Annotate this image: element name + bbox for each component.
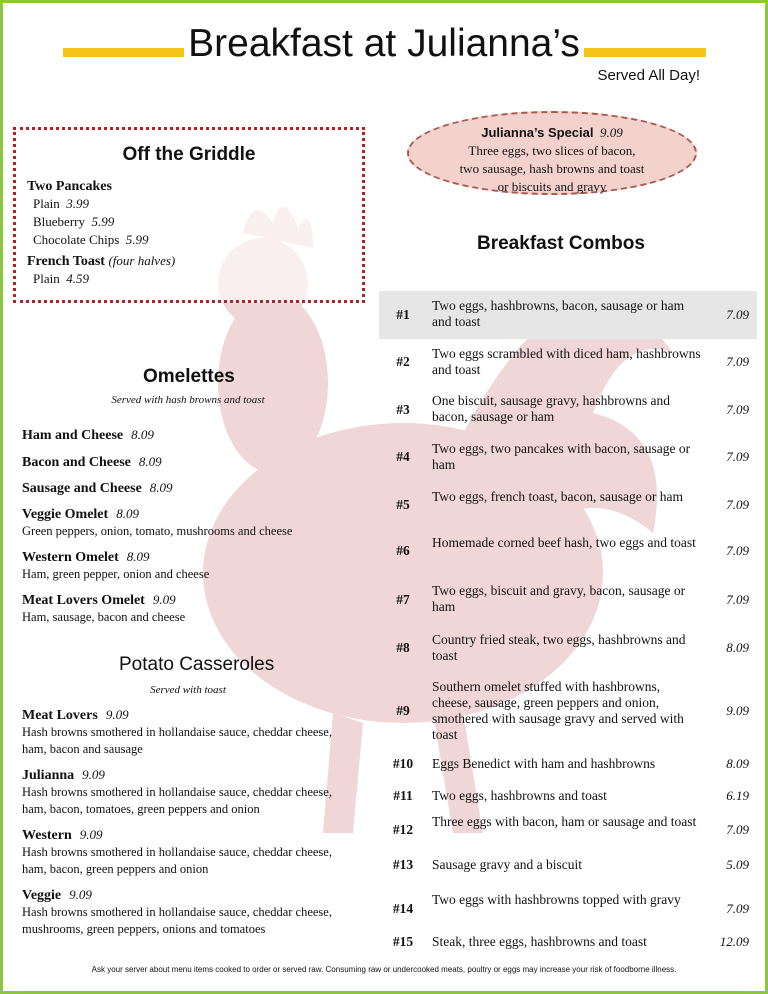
combo-row: #14 Two eggs with hashbrowns topped with gravy 7.09 — [392, 892, 749, 916]
omelettes-sub: Served with hash browns and toast — [111, 394, 265, 406]
combos-heading: Breakfast Combos — [477, 233, 645, 254]
casserole-item: Western 9.09 Hash browns smothered in hollandaise sauce, cheddar cheese, ham, bacon, green peppers and onion — [22, 827, 332, 876]
omelettes-heading: Omelettes — [143, 366, 235, 387]
casserole-item: Veggie 9.09 Hash browns smothered in hollandaise sauce, cheddar cheese, mushrooms, green peppers, onions and tomatoes — [22, 887, 332, 936]
special-line: Three eggs, two slices of bacon, — [468, 143, 636, 158]
combo-row: #12 Three eggs with bacon, ham or sausage and toast 7.09 — [392, 814, 749, 837]
combo-row: #2 Two eggs scrambled with diced ham, hashbrowns and toast 7.09 — [396, 346, 749, 377]
combo-row: #4 Two eggs, two pancakes with bacon, sausage or ham 7.09 — [396, 441, 749, 472]
casserole-item: Julianna 9.09 Hash browns smothered in hollandaise sauce, cheddar cheese, ham, bacon, tomatoes, green peppers and onion — [22, 767, 332, 816]
combo-row: #3 One biscuit, sausage gravy, hashbrowns and bacon, sausage or ham 7.09 — [396, 393, 749, 424]
casseroles-heading: Potato Casseroles — [119, 654, 275, 675]
omelette-item: Ham and Cheese 8.09 — [22, 427, 154, 443]
combo-row: #5 Two eggs, french toast, bacon, sausage or ham 7.09 — [396, 489, 749, 512]
omelette-item: Bacon and Cheese 8.09 — [22, 454, 162, 470]
griddle-group-title: French Toast (four halves) — [27, 253, 176, 269]
combo-row: #15 Steak, three eggs, hashbrowns and toast 12.09 — [392, 934, 749, 949]
omelette-item: Sausage and Cheese 8.09 — [22, 480, 173, 496]
casseroles-sub: Served with toast — [150, 684, 226, 696]
special-price: 9.09 — [599, 125, 623, 140]
omelette-item: Meat Lovers Omelet 9.09 Ham, sausage, bacon and cheese — [22, 592, 186, 624]
griddle-item: Plain 3.99 — [33, 196, 89, 211]
combo-row: #9 Southern omelet stuffed with hashbrowns, cheese, sausage, green peppers and onion, smothered with sausage gravy and served with toast 9.09 — [396, 679, 749, 742]
combo-row: #1 Two eggs, hashbrowns, bacon, sausage or ham and toast 7.09 — [379, 291, 757, 339]
special-line: two sausage, hash browns and toast — [459, 161, 645, 176]
served-all-day: Served All Day! — [597, 67, 700, 84]
special-line: or biscuits and gravy — [497, 179, 607, 194]
griddle-box — [13, 127, 365, 303]
griddle-group — [27, 179, 362, 249]
footer-disclaimer: Ask your server about menu items cooked to order or served raw. Consuming raw or undercooked meats, poultry or eggs may increase your risk of foodborne illness. — [91, 965, 677, 974]
julianna-special — [407, 111, 697, 195]
omelette-item: Western Omelet 8.09 Ham, green pepper, onion and cheese — [22, 549, 210, 581]
griddle-item: Chocolate Chips 5.99 — [33, 232, 149, 247]
combo-row: #7 Two eggs, biscuit and gravy, bacon, sausage or ham 7.09 — [396, 583, 749, 614]
griddle-item: Blueberry 5.99 — [33, 214, 115, 229]
griddle-group — [27, 253, 362, 288]
page-title: Breakfast at Julianna’s — [3, 19, 765, 69]
combo-row: #11 Two eggs, hashbrowns and toast 6.19 — [393, 788, 749, 803]
griddle-group-title: Two Pancakes — [27, 179, 112, 194]
casserole-item: Meat Lovers 9.09 Hash browns smothered in hollandaise sauce, cheddar cheese, ham, bacon and sausage — [22, 707, 332, 756]
combo-row: #8 Country fried steak, two eggs, hashbrowns and toast 8.09 — [396, 632, 749, 663]
griddle-heading: Off the Griddle — [122, 144, 256, 165]
griddle-item: Plain 4.59 — [33, 271, 89, 286]
combo-row: #10 Eggs Benedict with ham and hashbrowns 8.09 — [392, 756, 749, 771]
combo-row: #6 Homemade corned beef hash, two eggs and toast 7.09 — [396, 535, 749, 558]
omelette-item: Veggie Omelet 8.09 Green peppers, onion, tomato, mushrooms and cheese — [22, 506, 293, 538]
combo-row: #13 Sausage gravy and a biscuit 5.09 — [392, 857, 749, 872]
special-name: Julianna’s Special — [481, 125, 594, 140]
